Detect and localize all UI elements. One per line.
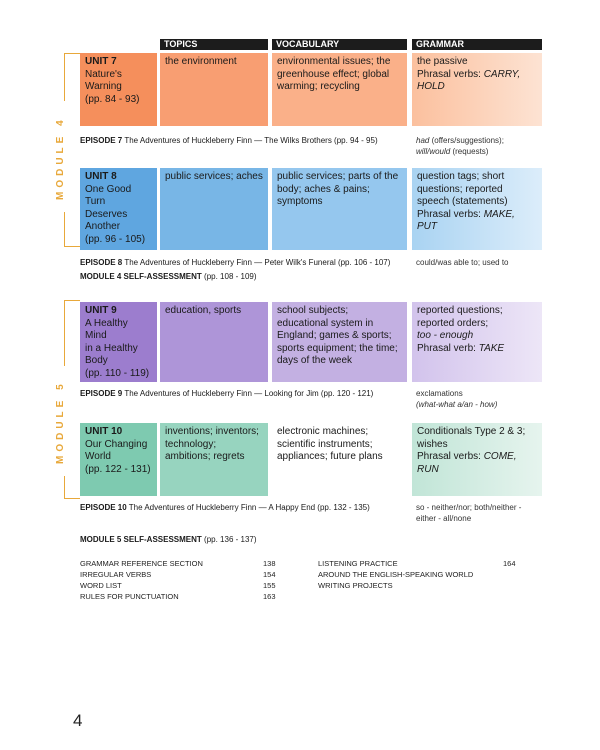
episode8-label: EPISODE 8 — [80, 258, 123, 267]
phrasal-prefix: Phrasal verb: — [417, 342, 479, 354]
module4-line-top — [64, 53, 65, 101]
ref-listening-practice[interactable]: LISTENING PRACTICE — [318, 559, 398, 568]
unit10-grammar-line: Conditionals Type 2 & 3; wishes — [417, 426, 526, 450]
italic-word: (what-what a/an - how) — [416, 400, 498, 409]
unit8-phrasal-verbs — [417, 209, 537, 234]
episode9-grammar-line1: exclamations — [416, 389, 463, 398]
episode10-label: EPISODE 10 — [80, 503, 127, 512]
unit10-pages: (pp. 122 - 131) — [85, 463, 151, 475]
ref-listening-practice-page: 164 — [503, 559, 516, 568]
module5-tick-top — [64, 300, 80, 301]
episode10-grammar-line1: so - neither/nor; both/neither - — [416, 503, 522, 512]
unit7-title-line: Nature's — [85, 68, 122, 80]
ref-word-list[interactable]: WORD LIST — [80, 581, 122, 590]
phrasal-verbs: MAKE, PUT — [417, 208, 515, 232]
unit7-title-line: Warning — [85, 81, 122, 92]
module5-label: MODULE 5 — [55, 380, 66, 464]
italic-word: had — [416, 136, 430, 145]
module4-tick-top — [64, 53, 80, 54]
ref-irregular-verbs-page: 154 — [263, 570, 276, 579]
episode10 — [80, 502, 410, 513]
unit9-label: UNIT 9 — [85, 305, 117, 316]
unit7-label: UNIT 7 — [85, 56, 117, 67]
unit9-phrasal-verbs — [417, 343, 537, 356]
self-assessment-pages: (pp. 108 - 109) — [204, 272, 257, 281]
unit7-pages: (pp. 84 - 93) — [85, 93, 140, 105]
ref-english-speaking-world[interactable]: AROUND THE ENGLISH-SPEAKING WORLD — [318, 570, 474, 579]
unit9-topics: education, sports — [160, 302, 268, 382]
episode7-grammar-line2 — [416, 146, 556, 157]
phrasal-verbs: COME, RUN — [417, 451, 517, 475]
unit10-grammar — [412, 423, 542, 496]
ref-grammar-reference[interactable]: GRAMMAR REFERENCE SECTION — [80, 559, 203, 568]
self-assessment-label: MODULE 5 SELF-ASSESSMENT — [80, 535, 202, 544]
phrasal-prefix: Phrasal verbs: — [417, 451, 484, 462]
unit10-label: UNIT 10 — [85, 426, 123, 437]
episode8 — [80, 257, 410, 268]
unit7-topics: the environment — [160, 53, 268, 126]
episode8-title: The Adventures of Huckleberry Finn — Peter Wilk's Funeral (pp. 106 - 107) — [124, 258, 391, 267]
episode10-title: The Adventures of Huckleberry Finn — A Happy End (pp. 132 - 135) — [128, 503, 370, 512]
ref-writing-projects[interactable]: WRITING PROJECTS — [318, 581, 393, 590]
unit9-title-line: Body — [85, 355, 108, 366]
unit9-pages: (pp. 110 - 119) — [85, 367, 150, 379]
ref-punctuation-page: 163 — [263, 592, 276, 601]
header-grammar: GRAMMAR — [412, 39, 542, 50]
episode10-grammar-line2: either - all/none — [416, 514, 472, 523]
episode7 — [80, 135, 410, 146]
phrasal-prefix: Phrasal verbs: — [417, 68, 484, 80]
unit8-title-cell — [80, 168, 157, 250]
unit9-grammar — [412, 302, 542, 382]
unit10-title-cell — [80, 423, 157, 496]
ref-punctuation[interactable]: RULES FOR PUNCTUATION — [80, 592, 179, 601]
episode9-label: EPISODE 9 — [80, 389, 123, 398]
header-topics: TOPICS — [160, 39, 268, 50]
unit9-grammar-italic — [417, 330, 537, 343]
unit8-topics: public services; aches — [160, 168, 268, 250]
episode10-grammar — [416, 502, 556, 524]
ref-irregular-verbs[interactable]: IRREGULAR VERBS — [80, 570, 152, 579]
module4-label: MODULE 4 — [55, 116, 66, 200]
unit9-title-cell — [80, 302, 157, 382]
ref-word-list-page: 155 — [263, 581, 276, 590]
header-vocabulary: VOCABULARY — [272, 39, 407, 50]
module5-line-bottom — [64, 476, 65, 498]
module5-tick-bottom — [64, 498, 80, 499]
phrasal-verbs: CARRY, HOLD — [417, 68, 521, 92]
unit8-title-line: Another — [85, 221, 121, 232]
module4-line-bottom — [64, 212, 65, 246]
episode9-grammar-line2 — [416, 399, 556, 410]
unit10-topics: inventions; inventors; technology; ambitions; regrets — [160, 423, 268, 496]
unit7-grammar — [412, 53, 542, 126]
unit8-grammar — [412, 168, 542, 250]
grammar-rest: (requests) — [450, 147, 489, 156]
ref-grammar-reference-page: 138 — [263, 559, 276, 568]
unit7-title-cell — [80, 53, 157, 126]
unit8-title-line: Deserves — [85, 208, 128, 220]
unit7-vocabulary: environmental issues; the greenhouse effect; global warming; recycling — [272, 53, 407, 126]
unit8-label: UNIT 8 — [85, 171, 117, 182]
unit10-phrasal-verbs — [417, 451, 537, 476]
unit9-title-line: A Healthy Mind — [85, 317, 128, 341]
module5-self-assessment — [80, 534, 410, 545]
unit10-title-line: Our Changing — [85, 438, 148, 450]
episode8-grammar: could/was able to; used to — [416, 258, 509, 267]
unit7-phrasal-verbs — [417, 69, 537, 94]
unit8-grammar-line: question tags; short questions; reported speech (statements) — [417, 171, 508, 207]
italic-word: will/would — [416, 147, 451, 156]
module4-self-assessment — [80, 271, 410, 282]
episode9 — [80, 388, 410, 399]
episode7-grammar — [416, 135, 556, 157]
module5-line-top — [64, 300, 65, 366]
module4-tick-bottom — [64, 246, 80, 247]
unit10-vocabulary: electronic machines; scientific instruments; appliances; future plans — [277, 426, 383, 462]
episode9-grammar — [416, 388, 556, 410]
unit8-title-line: One Good Turn — [85, 183, 132, 207]
unit9-vocabulary: school subjects; educational system in England; games & sports; sports equipment; the time; days of the week — [272, 302, 407, 382]
episode9-title: The Adventures of Huckleberry Finn — Looking for Jim (pp. 120 - 121) — [124, 389, 374, 398]
unit9-grammar-line: reported questions; reported orders; — [417, 305, 503, 329]
unit8-pages: (pp. 96 - 105) — [85, 233, 146, 245]
italic-word: too - enough — [417, 330, 474, 341]
episode7-grammar-line1 — [416, 135, 556, 146]
unit7-grammar-line: the passive — [417, 56, 468, 67]
unit8-vocabulary: public services; parts of the body; aches & pains; symptoms — [272, 168, 407, 250]
unit9-title-line: in a Healthy — [85, 342, 138, 354]
self-assessment-label: MODULE 4 SELF-ASSESSMENT — [80, 272, 202, 281]
self-assessment-pages: (pp. 136 - 137) — [204, 535, 257, 544]
phrasal-verbs: TAKE — [478, 342, 505, 354]
phrasal-prefix: Phrasal verbs: — [417, 208, 484, 220]
episode7-label: EPISODE 7 — [80, 136, 123, 145]
page-number: 4 — [73, 711, 83, 730]
grammar-rest: (offers/suggestions); — [429, 136, 504, 145]
episode7-title: The Adventures of Huckleberry Finn — The Wilks Brothers (pp. 94 - 95) — [124, 136, 378, 145]
unit10-title-line: World — [85, 451, 111, 462]
